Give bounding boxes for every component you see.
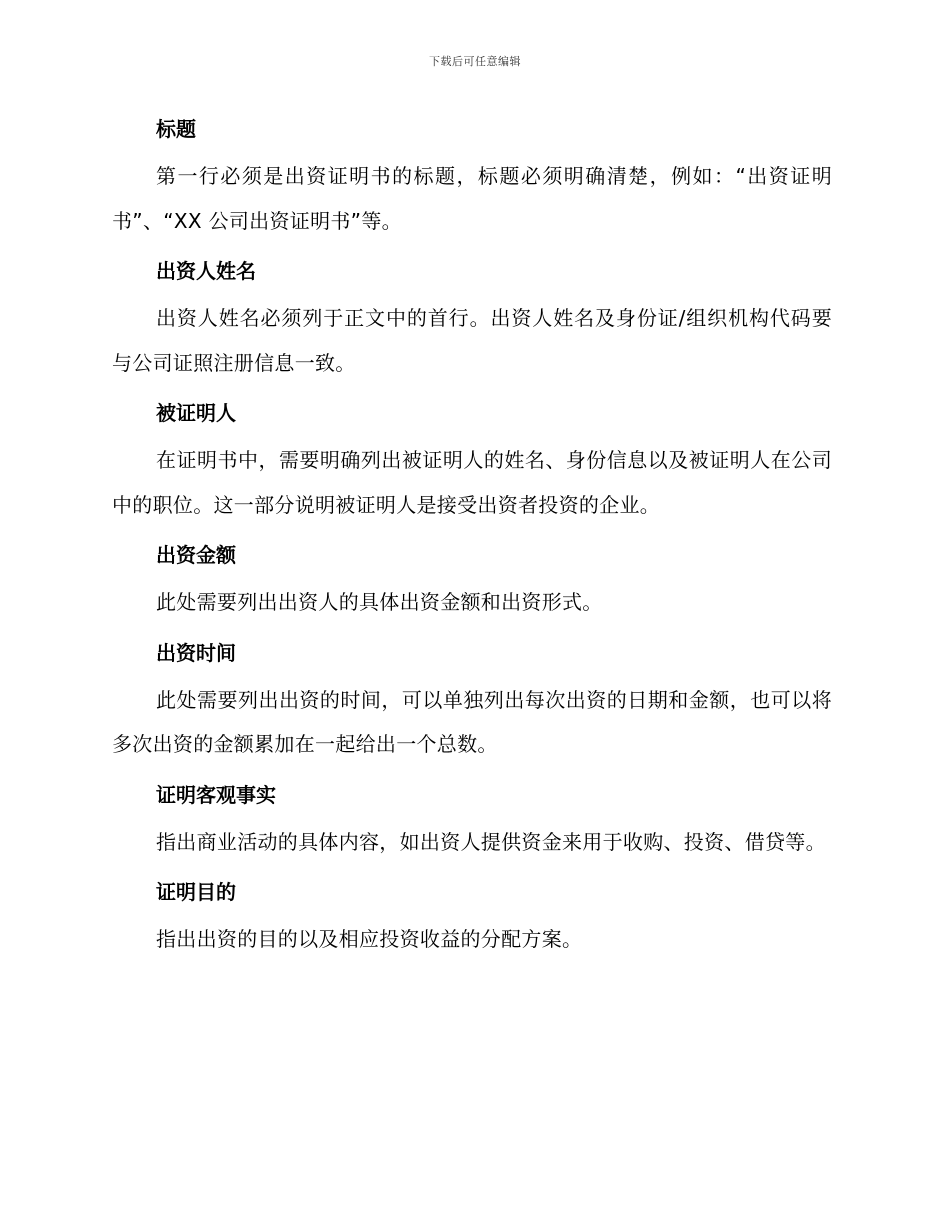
- section-certified-party: [112, 390, 832, 527]
- section-heading: 被证明人: [156, 401, 236, 425]
- section-facts: [112, 772, 832, 865]
- page-header: 下载后可任意编辑: [429, 55, 521, 68]
- section-paragraph: 此处需要列出出资的时间，可以单独列出每次出资的日期和金额，也可以将多次出资的金额累加在一起给出一个总数。: [112, 687, 832, 756]
- section-amount: [112, 532, 832, 625]
- section-paragraph: 出资人姓名必须列于正文中的首行。出资人姓名及身份证/组织机构代码要与公司证照注册信息一致。: [112, 306, 832, 375]
- section-title: [112, 106, 832, 243]
- section-paragraph: 指出商业活动的具体内容，如出资人提供资金来用于收购、投资、借贷等。: [156, 829, 826, 854]
- section-paragraph: 此处需要列出出资人的具体出资金额和出资形式。: [156, 590, 603, 614]
- section-investor-name: [112, 248, 832, 385]
- section-time: [112, 630, 832, 767]
- section-heading: 证明客观事实: [156, 782, 276, 807]
- document-body: [112, 104, 832, 962]
- section-paragraph: 第一行必须是出资证明书的标题，标题必须明确清楚，例如：“出资证明书”、“XX 公司出资证明书”等。: [112, 164, 832, 233]
- section-heading: 证明目的: [156, 880, 236, 904]
- section-paragraph: 指出出资的目的以及相应投资收益的分配方案。: [156, 927, 583, 951]
- section-heading: 标题: [156, 117, 196, 141]
- section-paragraph: 在证明书中，需要明确列出被证明人的姓名、身份信息以及被证明人在公司中的职位。这一部分说明被证明人是接受出资者投资的企业。: [112, 448, 832, 517]
- section-purpose: [112, 869, 832, 962]
- section-heading: 出资人姓名: [156, 259, 256, 283]
- section-heading: 出资时间: [156, 640, 236, 665]
- section-heading: 出资金额: [156, 543, 236, 567]
